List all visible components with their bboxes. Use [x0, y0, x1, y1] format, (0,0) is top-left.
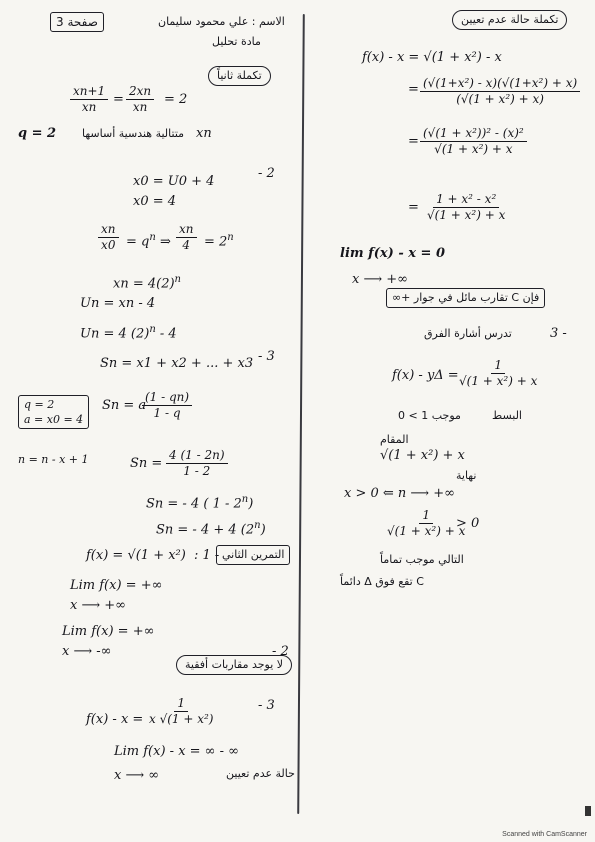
- denominator-expr: √(1 + x²) + x: [380, 448, 465, 463]
- section-2-marker: - 2: [258, 166, 275, 181]
- limit-minus-arrow: x ⟶ -∞: [62, 644, 112, 659]
- positive-frac: $\frac{1}{\text{√(1 + x²) + x}}$: [387, 508, 466, 538]
- sum-sub-frac: $\frac{4 (1 - 2n)}{1 - 2}$: [166, 448, 228, 479]
- limit-plus-arrow: x ⟶ +∞: [70, 598, 126, 613]
- f-minus-x: f(x) - x = √(1 + x²) - x: [362, 50, 502, 65]
- x0-equation: x0 = U0 + 4: [133, 174, 215, 189]
- denominator-label: المقام: [380, 433, 409, 446]
- boxed-values: q = 2 a = x0 = 4: [18, 395, 89, 429]
- subject-label: مادة تحليل: [212, 35, 261, 48]
- scanner-mark: [585, 806, 591, 816]
- column-divider: [297, 14, 305, 814]
- sum-result: Sn = - 4 + 4 (2$^n$): [156, 520, 266, 538]
- conclusion: C تقع فوق Δ دائماً: [340, 575, 424, 588]
- scanned-page: صفحة 3 الاسم : علي محمود سليمان مادة تحليل تكملة ثانياً $\frac{xn+1}{xn}$ = $\frac{2xn}{xn}$ = 2 q = 2 متتالية هندسية أساسها xn - 2 x0 = U0 + 4 x0 = 4 $\frac{xn}{x0}$ = $q^n$ ⇒ $\frac{xn}{4}$ = $2^n$ xn = $4(2)^n$ Un = xn - 4 Un = 4 $(2)^n - 4$ - 3 Sn = x1 + x2 + ... + x3 q = 2 a = x0 = 4 Sn = a $\frac{(1 - qn)}{1 - q}$ n = n - x + 1 Sn = $\frac{4 (1 - 2n)}{1 - 2}$ Sn = - 4 ( 1 - 2$^n$) Sn = - 4 + 4 (2$^n$) f(x) = √(1 + x²) : 1 - التمرين الثاني Lim f(x) = +∞ x ⟶ +∞ Lim f(x) = +∞ x ⟶ -∞ - 2 لا يوجد مقاربات أفقية - 3 f(x) - x = $\frac{1}{\text{x √(1 + x²)}}$ Lim f(x) - x = ∞ - ∞ x ⟶ ∞ حالة عدم تعيين تكملة حالة عدم تعيين f(x) - x = √(1 + x²) - x = $\frac{\text{(√(1+x²) - x)(√(1+x²) + x)}}{\text{(√(1 + x²) + x)}}$ = $\frac{\text{(√(1 + x²))² - (x)²}}{\text{√(1 + x²) + x}}$ = $\frac{\text{1 + x² - x²}}{\text{√(1 + x²) + x}}$ lim f(x) - x = 0 x ⟶ +∞ فإن C تقارب مائل في جوار +∞ 3 - تدرس أشارة الفرق f(x) - yΔ = $\frac{1}{\text{√(1 + x²) + x}}$ البسط موجب 1 > 0 المقام √(1 + x²) + x نهاية x > 0 ⇐ n ⟶ +∞ $\frac{1}{\text{√(1 + x²) + x}}$ > 0 التالي موجب تماماً C تقع فوق Δ دائماً Scanned with CamScanner: [0, 0, 595, 842]
- limit-zero-arrow: x ⟶ +∞: [352, 272, 408, 287]
- positive-frac-tail: > 0: [456, 516, 480, 531]
- limit-zero: lim f(x) - x = 0: [340, 246, 445, 261]
- difference-frac: $\frac{1}{\text{x √(1 + x²)}}$: [149, 696, 214, 726]
- difference-squares-frac: $\frac{\text{(√(1 + x²))² - (x)²}}{\text{√(1 + x²) + x}}$: [420, 126, 527, 157]
- continuation-title: تكملة حالة عدم تعيين: [452, 10, 567, 30]
- sum-sub-prefix: Sn =: [130, 456, 163, 471]
- limit-plus: Lim f(x) = +∞: [70, 578, 163, 593]
- difference-limit-arrow: x ⟶ ∞: [114, 768, 160, 783]
- numerator-label: البسط: [492, 409, 522, 422]
- f-definition: f(x) = √(1 + x²): [86, 548, 186, 563]
- ratio-mid: $\frac{2xn}{xn}$: [126, 84, 154, 115]
- terms-count-note: n = n - x + 1: [18, 453, 89, 466]
- oblique-asymptote: فإن C تقارب مائل في جوار +∞: [386, 288, 545, 308]
- sum-formula-prefix: Sn = a: [102, 398, 147, 413]
- continued-label: تكملة ثانياً: [208, 66, 271, 86]
- xn-formula: xn = $4(2)^n$: [113, 274, 181, 292]
- section-2b-marker: - 2: [272, 644, 289, 659]
- exercise-2-title: التمرين الثاني: [216, 545, 290, 565]
- section-3-right-marker: 3 -: [550, 326, 567, 341]
- difference-limit: Lim f(x) - x = ∞ - ∞: [114, 744, 239, 759]
- student-name: الاسم : علي محمود سليمان: [158, 15, 285, 28]
- sum-step: Sn = - 4 ( 1 - 2$^n$): [146, 494, 254, 512]
- sum-formula-frac: $\frac{(1 - qn)}{1 - q}$: [142, 390, 192, 421]
- sign-diff-frac: $\frac{1}{\text{√(1 + x²) + x}}$: [459, 358, 538, 388]
- numerator-sign: موجب 1 > 0: [398, 409, 461, 422]
- ratio-x0-b: $\frac{xn}{4}$: [176, 222, 197, 253]
- ratio-lhs: $\frac{xn+1}{xn}$: [70, 84, 108, 115]
- exercise-2-marker: : 1 -: [194, 548, 220, 563]
- common-ratio: q = 2: [18, 126, 57, 141]
- sum-definition: Sn = x1 + x2 + ... + x3: [100, 356, 254, 371]
- no-horizontal-asymptote: لا يوجد مقاربات أفقية: [176, 655, 292, 675]
- ratio-result: = 2: [164, 92, 188, 107]
- ratio-x0-a: $\frac{xn}{x0}$: [98, 222, 119, 253]
- simplified-frac: $\frac{\text{1 + x² - x²}}{\text{√(1 + x²) + x}}$: [427, 192, 506, 222]
- indeterminate-form: حالة عدم تعيين: [226, 767, 295, 780]
- scanner-footer: Scanned with CamScanner: [502, 831, 587, 838]
- sign-study-title: تدرس أشارة الفرق: [424, 327, 512, 340]
- limit-minus: Lim f(x) = +∞: [62, 624, 155, 639]
- sign-diff-prefix: f(x) - yΔ =: [392, 368, 459, 383]
- limit-note: نهاية: [456, 469, 477, 482]
- un-formula: Un = xn - 4: [80, 296, 156, 311]
- section-3-marker: - 3: [258, 349, 275, 364]
- conjugate-frac: $\frac{\text{(√(1+x²) - x)(√(1+x²) + x)}}{\text{(√(1 + x²) + x)}}$: [420, 76, 580, 107]
- page-number-box: صفحة 3: [50, 12, 104, 32]
- geometric-var: xn: [196, 126, 212, 141]
- difference-prefix: f(x) - x =: [86, 712, 144, 727]
- section-3b-marker: - 3: [258, 698, 275, 713]
- geometric-note: متتالية هندسية أساسها: [82, 127, 185, 140]
- strictly-positive: التالي موجب تماماً: [380, 553, 464, 566]
- x0-value: x0 = 4: [133, 194, 177, 209]
- x-positive: x > 0 ⇐ n ⟶ +∞: [344, 486, 455, 501]
- un-result: Un = 4 $(2)^n - 4$: [80, 324, 177, 342]
